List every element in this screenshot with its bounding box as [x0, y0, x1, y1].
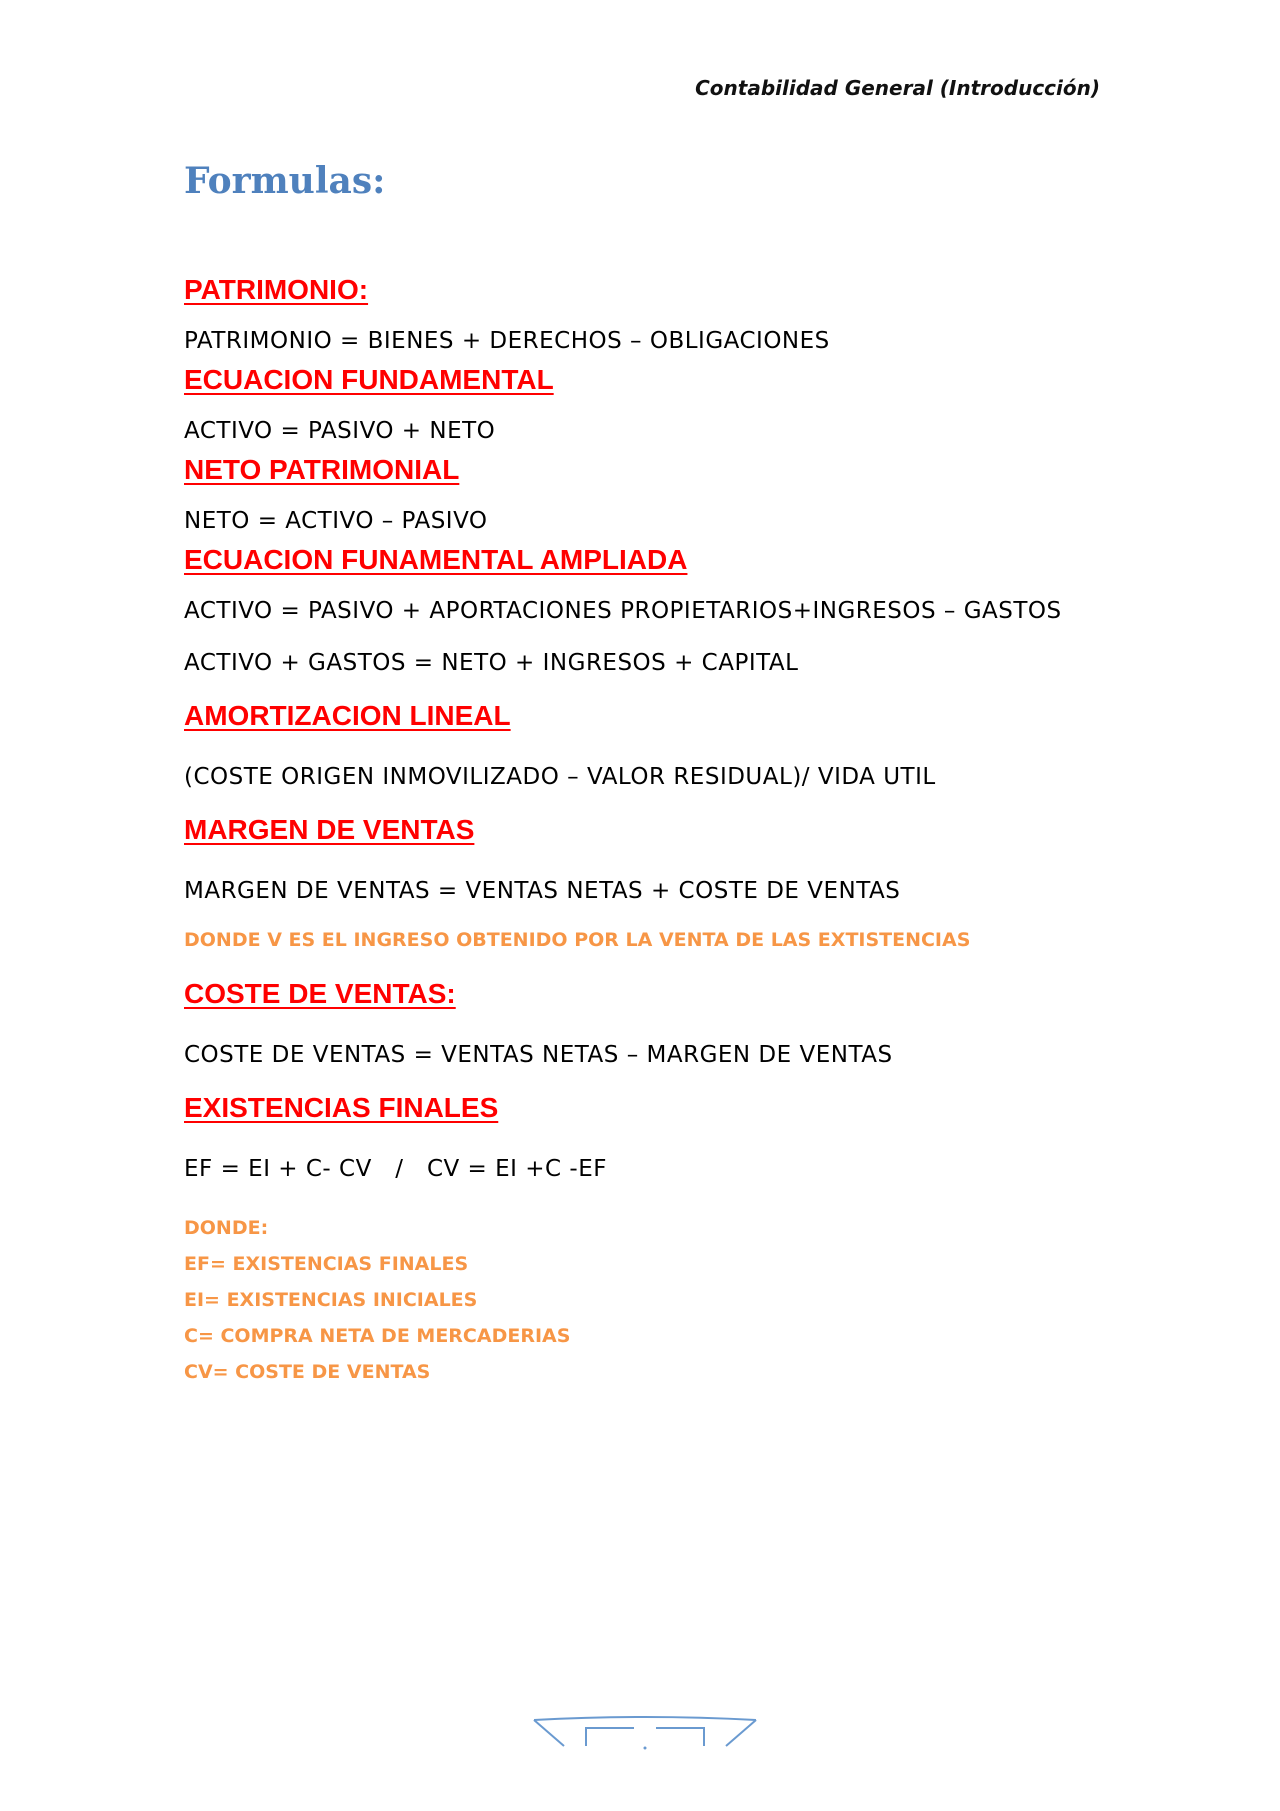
footer-ornament-icon — [530, 1712, 760, 1752]
section-amortizacion-lineal — [184, 696, 1104, 798]
page-title: Formulas: — [184, 160, 386, 202]
formula-patrimonio: PATRIMONIO = BIENES + DERECHOS – OBLIGACIONES — [184, 328, 830, 354]
section-patrimonio — [184, 270, 1104, 362]
formulas-content — [184, 270, 1104, 1390]
heading-ecuacion-ampliada: ECUACION FUNAMENTAL AMPLIADA — [184, 544, 688, 575]
heading-amortizacion-lineal: AMORTIZACION LINEAL — [184, 700, 511, 731]
heading-neto-patrimonial: NETO PATRIMONIAL — [184, 454, 460, 485]
running-header: Contabilidad General (Introducción) — [695, 76, 1100, 100]
heading-existencias-finales: EXISTENCIAS FINALES — [184, 1092, 499, 1123]
formula-existencias-finales: EF = EI + C- CV / CV = EI +C -EF — [184, 1156, 607, 1182]
formula-amortizacion-lineal: (COSTE ORIGEN INMOVILIZADO – VALOR RESIDUAL)/ VIDA UTIL — [184, 764, 936, 790]
heading-coste-ventas: COSTE DE VENTAS: — [184, 978, 456, 1009]
formula-coste-ventas: COSTE DE VENTAS = VENTAS NETAS – MARGEN DE VENTAS — [184, 1042, 893, 1068]
legend-cv: CV= COSTE DE VENTAS — [184, 1361, 431, 1383]
formula-neto-patrimonial: NETO = ACTIVO – PASIVO — [184, 508, 488, 534]
formula-ecuacion-fundamental: ACTIVO = PASIVO + NETO — [184, 418, 496, 444]
heading-ecuacion-fundamental: ECUACION FUNDAMENTAL — [184, 364, 554, 395]
section-margen-ventas — [184, 810, 1104, 958]
formula-margen-ventas: MARGEN DE VENTAS = VENTAS NETAS + COSTE DE VENTAS — [184, 878, 901, 904]
formula-ecuacion-ampliada-1: ACTIVO = PASIVO + APORTACIONES PROPIETARIOS+INGRESOS – GASTOS — [184, 598, 1062, 624]
legend-donde: DONDE: — [184, 1217, 269, 1239]
section-coste-ventas — [184, 974, 1104, 1076]
legend-ef: EF= EXISTENCIAS FINALES — [184, 1253, 469, 1275]
heading-margen-ventas: MARGEN DE VENTAS — [184, 814, 475, 845]
section-ecuacion-fundamental — [184, 360, 1104, 452]
section-ecuacion-ampliada — [184, 540, 1104, 684]
legend-ei: EI= EXISTENCIAS INICIALES — [184, 1289, 478, 1311]
section-neto-patrimonial — [184, 450, 1104, 542]
legend-c: C= COMPRA NETA DE MERCADERIAS — [184, 1325, 571, 1347]
section-existencias-finales — [184, 1088, 1104, 1390]
note-margen-ventas: DONDE V ES EL INGRESO OBTENIDO POR LA VENTA DE LAS EXTISTENCIAS — [184, 929, 971, 951]
formula-ecuacion-ampliada-2: ACTIVO + GASTOS = NETO + INGRESOS + CAPITAL — [184, 650, 799, 676]
heading-patrimonio: PATRIMONIO: — [184, 274, 369, 305]
